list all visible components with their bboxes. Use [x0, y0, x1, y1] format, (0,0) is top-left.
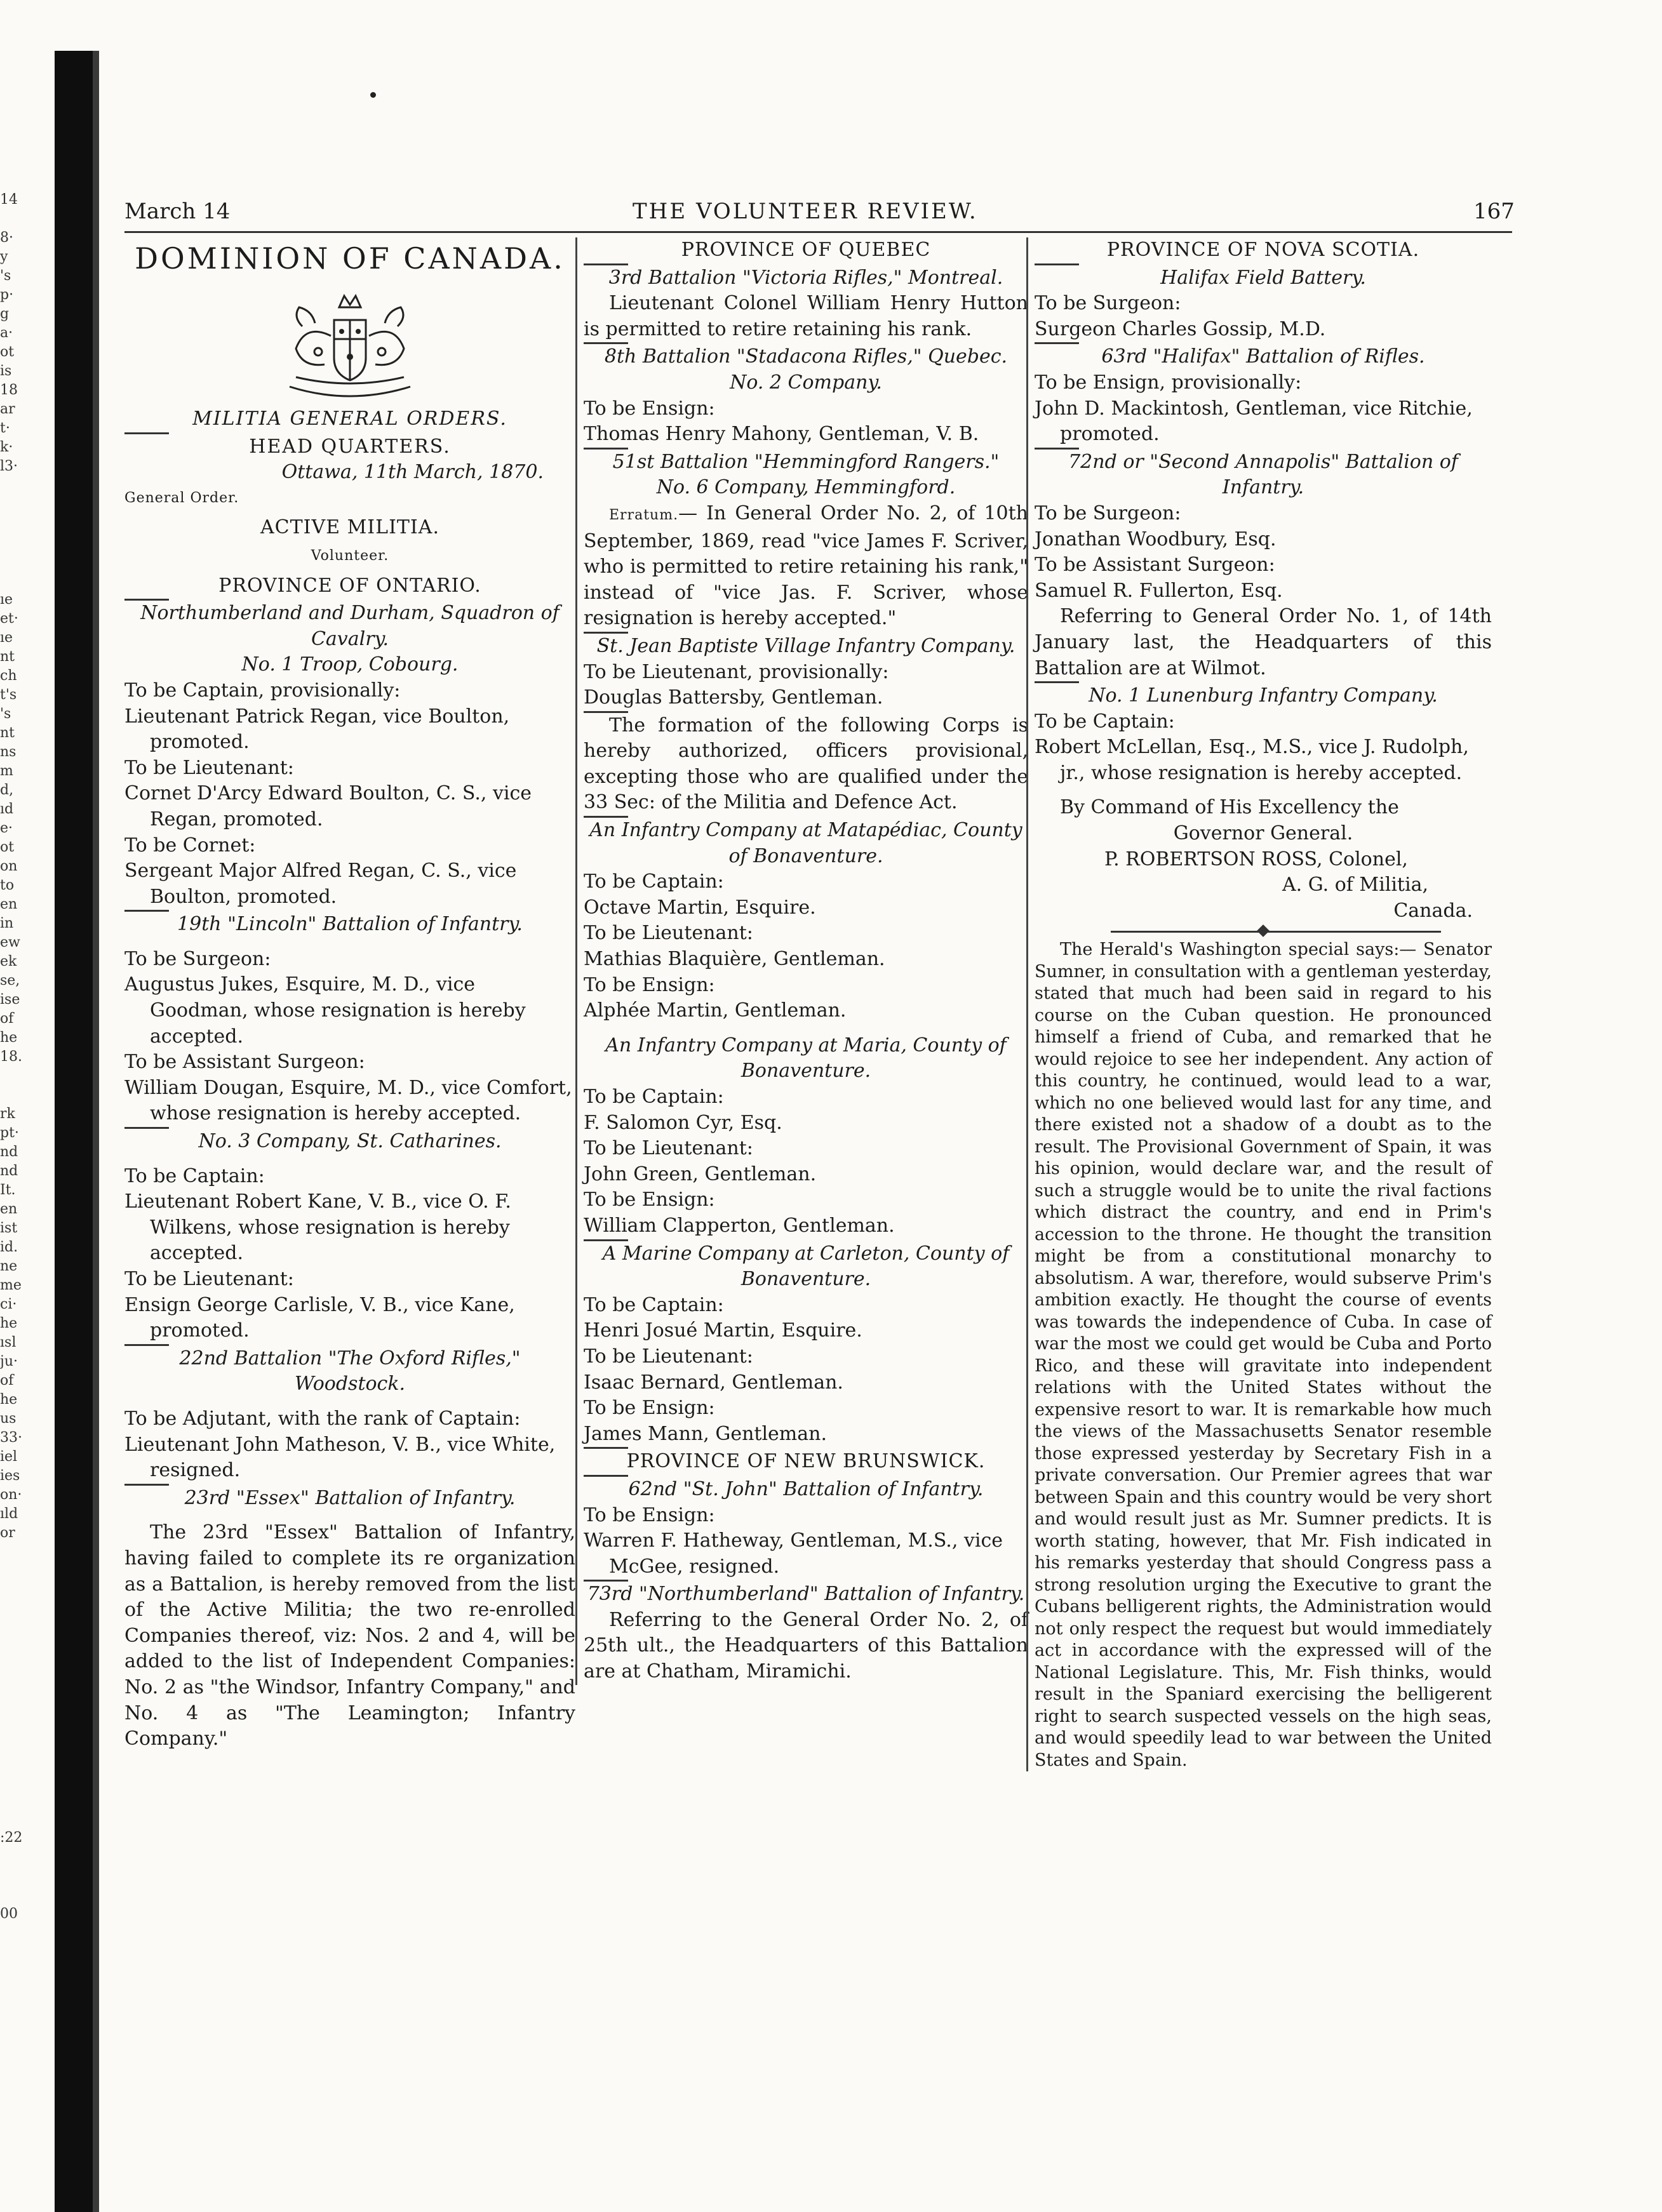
- binding-shadow: [93, 51, 99, 2212]
- order-paragraph: Referring to the General Order No. 2, of 25th ult., the Headquarters of this Battalion are at Chatham, Miramichi.: [584, 1608, 1028, 1683]
- fragment-text: [0, 1809, 51, 1829]
- fragment-text: l3·: [0, 458, 18, 474]
- appointment-label: To be Surgeon:: [1035, 502, 1181, 524]
- fragment-text: ot: [0, 344, 15, 360]
- appointment-label: To be Assistant Surgeon:: [1035, 554, 1275, 576]
- appointment-label: To be Cornet:: [124, 834, 256, 856]
- fragment-text: 's: [0, 706, 11, 722]
- command-line: By Command of His Excellency the: [1060, 796, 1399, 819]
- fragment-text: [0, 1086, 51, 1105]
- appointment-entry: Octave Martin, Esquire.: [584, 896, 816, 919]
- fragment-text: 's: [0, 268, 11, 284]
- signature-country: Canada.: [1393, 899, 1473, 922]
- fragment-text: d,: [0, 782, 14, 798]
- section-title: 51st Battalion "Hemmingford Rangers.": [612, 450, 1000, 473]
- fragment-text: pt·: [0, 1125, 19, 1141]
- fragment-text: e·: [0, 820, 13, 836]
- fragment-text: [0, 1771, 51, 1790]
- appointment-entry: Augustus Jukes, Esquire, M. D., vice Goodman, whose resignation is hereby accepted.: [124, 973, 526, 1048]
- binding-edge: [55, 51, 93, 2212]
- appointment-label: To be Ensign, provisionally:: [1035, 371, 1302, 394]
- appointment-entry: John Green, Gentleman.: [584, 1163, 817, 1185]
- section-title: An Infantry Company at Maria, County of Bonaventure.: [605, 1034, 1007, 1083]
- fragment-text: ist: [0, 1220, 18, 1236]
- section-subtitle: No. 1 Troop, Cobourg.: [241, 653, 459, 676]
- appointment-label: To be Lieutenant:: [584, 1137, 753, 1160]
- fragment-text: k·: [0, 439, 13, 455]
- fragment-text: [0, 552, 51, 571]
- appointment-label: To be Ensign:: [584, 1397, 715, 1420]
- appointment-label: To be Lieutenant:: [584, 922, 753, 945]
- fragment-text: ıd: [0, 801, 14, 817]
- fragment-text: t·: [0, 420, 10, 436]
- appointment-label: To be Ensign:: [584, 397, 715, 420]
- fragment-text: ne: [0, 1258, 18, 1274]
- fragment-text: a·: [0, 325, 13, 341]
- fragment-text: ju·: [0, 1354, 18, 1369]
- fragment-text: of: [0, 1011, 14, 1027]
- fragment-text: ot: [0, 839, 15, 855]
- appointment-label: To be Lieutenant:: [124, 1268, 294, 1290]
- appointment-label: To be Captain, provisionally:: [124, 679, 401, 702]
- general-order-label: General Order.: [124, 490, 239, 506]
- province-heading: PROVINCE OF ONTARIO.: [218, 574, 481, 597]
- headquarters: HEAD QUARTERS.: [249, 435, 451, 458]
- fragment-text: 18.: [0, 1049, 22, 1065]
- fragment-text: It.: [0, 1182, 16, 1198]
- fragment-text: y: [0, 249, 8, 265]
- fragment-text: :22: [0, 1830, 23, 1846]
- fragment-text: [0, 210, 51, 229]
- fragment-text: me: [0, 1277, 22, 1293]
- fragment-text: [0, 1067, 51, 1086]
- section-title: 73rd "Northumberland" Battalion of Infantry.: [587, 1583, 1025, 1606]
- fragment-text: nd: [0, 1163, 18, 1179]
- fragment-text: 8·: [0, 230, 13, 246]
- appointment-label: To be Lieutenant:: [124, 756, 294, 779]
- section-title: No. 3 Company, St. Catharines.: [198, 1130, 502, 1153]
- coat-of-arms-icon: [258, 282, 442, 403]
- fragment-text: 14: [0, 192, 18, 208]
- appointment-label: To be Ensign:: [584, 1503, 715, 1526]
- fragment-text: [0, 1695, 51, 1714]
- dateline: Ottawa, 11th March, 1870.: [281, 461, 544, 484]
- fragment-text: [0, 1714, 51, 1733]
- appointment-entry: Thomas Henry Mahony, Gentleman, V. B.: [584, 423, 979, 446]
- fragment-text: ıe: [0, 592, 13, 608]
- fragment-text: id.: [0, 1239, 18, 1255]
- fragment-text: [0, 533, 51, 552]
- fragment-text: he: [0, 1030, 18, 1046]
- section-subtitle: No. 6 Company, Hemmingford.: [656, 476, 956, 499]
- header-title: THE VOLUNTEER REVIEW.: [633, 199, 978, 224]
- order-paragraph: Referring to General Order No. 1, of 14th January last, the Headquarters of this Battalion are at Wilmot.: [1035, 605, 1492, 679]
- fragment-text: m: [0, 763, 13, 779]
- fragment-text: in: [0, 916, 14, 931]
- section-title: 23rd "Essex" Battalion of Infantry.: [184, 1486, 516, 1509]
- column-2: [575, 237, 1028, 1685]
- appointment-entry: Douglas Battersby, Gentleman.: [584, 686, 883, 709]
- fragment-text: ıld: [0, 1506, 18, 1522]
- fragment-text: 18: [0, 382, 18, 398]
- fragment-text: [0, 476, 51, 495]
- previous-page-fragments: [0, 190, 51, 2190]
- appointment-entry: Cornet D'Arcy Edward Boulton, C. S., vice Regan, promoted.: [124, 782, 532, 830]
- fragment-text: [0, 1638, 51, 1657]
- fragment-text: [0, 1619, 51, 1638]
- appointment-entry: John D. Mackintosh, Gentleman, vice Ritchie, promoted.: [1035, 397, 1473, 446]
- section-title: 72nd or "Second Annapolis" Battalion of Infantry.: [1068, 450, 1458, 499]
- appointment-entry: Alphée Martin, Gentleman.: [584, 999, 847, 1022]
- fragment-text: ısl: [0, 1335, 17, 1350]
- fragment-text: ies: [0, 1468, 20, 1484]
- appointment-label: To be Assistant Surgeon:: [124, 1051, 365, 1074]
- orders-title: MILITIA GENERAL ORDERS.: [192, 408, 507, 430]
- appointment-label: To be Surgeon:: [1035, 292, 1181, 315]
- appointment-label: To be Ensign:: [584, 973, 715, 996]
- fragment-text: [0, 514, 51, 533]
- fragment-text: or: [0, 1525, 15, 1541]
- fragment-text: ise: [0, 992, 20, 1008]
- erratum-label: Erratum.: [609, 507, 679, 523]
- fragment-text: [0, 1562, 51, 1581]
- fragment-text: ew: [0, 935, 20, 950]
- section-title: St. Jean Baptiste Village Infantry Company.: [596, 634, 1015, 657]
- section-title: 8th Battalion "Stadacona Rifles," Quebec.: [604, 345, 1008, 368]
- section-title: Northumberland and Durham, Squadron of Cavalry.: [140, 602, 560, 650]
- signature-title: A. G. of Militia,: [1282, 874, 1428, 896]
- fragment-text: ıe: [0, 630, 13, 646]
- order-paragraph: Lieutenant Colonel William Henry Hutton is permitted to retire retaining his rank.: [584, 292, 1028, 340]
- fragment-text: [0, 1676, 51, 1695]
- fragment-text: t's: [0, 687, 17, 703]
- appointment-label: To be Lieutenant:: [584, 1345, 753, 1368]
- section-title: 22nd Battalion "The Oxford Rifles," Woodstock.: [179, 1347, 521, 1396]
- fragment-text: [0, 1600, 51, 1619]
- header-date: March 14: [124, 199, 231, 224]
- appointment-entry: Samuel R. Fullerton, Esq.: [1035, 579, 1283, 602]
- section-title: 63rd "Halifax" Battalion of Rifles.: [1101, 345, 1425, 368]
- fragment-text: se,: [0, 973, 20, 989]
- page-number: 167: [1473, 199, 1515, 224]
- fragment-text: he: [0, 1392, 18, 1408]
- section-title: No. 1 Lunenburg Infantry Company.: [1089, 684, 1438, 707]
- appointment-label: To be Adjutant, with the rank of Captain:: [124, 1407, 521, 1430]
- fragment-text: [0, 495, 51, 514]
- appointment-entry: Jonathan Woodbury, Esq.: [1035, 528, 1277, 550]
- fragment-text: et·: [0, 611, 18, 627]
- appointment-label: To be Lieutenant, provisionally:: [584, 660, 889, 683]
- fragment-text: [0, 1848, 51, 1867]
- province-heading: PROVINCE OF QUEBEC: [681, 239, 931, 261]
- fragment-text: [0, 1886, 51, 1905]
- fragment-text: ns: [0, 744, 17, 760]
- fragment-text: ar: [0, 401, 15, 417]
- appointment-label: To be Ensign:: [584, 1189, 715, 1211]
- appointment-label: To be Captain:: [124, 1164, 265, 1187]
- fragment-text: [0, 571, 51, 590]
- fragment-text: nt: [0, 725, 15, 741]
- fragment-text: [0, 1657, 51, 1676]
- news-paragraph: The Herald's Washington special says:— Senator Sumner, in consultation with a gentleman yesterday, stated that much had been said in regard to his course on the Cuban question. He pronounced himself a friend of Cuba, and remarked that he would rejoice to see her independent. Any action of this country, he continued, would lead to a war, which no one believed would last for any time, and there existed not a shadow of a doubt as to the result. The Provisional Government of Spain, it was his opinion, would declare war, and the result of such a struggle would be to unite the rival factions which distract the country, and end in Prim's accession to the throne. He thought the transition might be from a constitutional monarchy to absolutism. A war, therefore, would subserve Prim's ambition exactly. He thought the course of events was towards the independence of Cuba. In case of war the most we could get would be Cuba and Porto Rico, and these will gravitate into independent relations with the United States without the expensive resort to war. It is remarkable how much the views of the Massachusetts Senator resemble those expressed yesterday by Secretary Fish in a private conversation. Our Premier agrees that war between Spain and this country would be very short and would result just as Mr. Sumner predicts. It is worth stating, however, that Mr. Fish indicated in his remarks yesterday that should Congress pass a strong resolution urging the Executive to grant the Cubans belligerent rights, the Administration would not only respect the request but would immediately act in accordance with the expressed will of the National Legislature. This, Mr. Fish thinks, would result in the Spaniard exercising the belligerent right to search suspected vessels on the high seas, and would speedily lead to war between the United States and Spain.: [1035, 940, 1492, 1770]
- order-paragraph: The formation of the following Corps is hereby authorized, officers provisional, excepting those who are qualified under the 33 Sec: of the Militia and Defence Act.: [584, 714, 1028, 814]
- province-heading: PROVINCE OF NOVA SCOTIA.: [1106, 239, 1420, 261]
- section-subtitle: No. 2 Company.: [730, 371, 882, 394]
- section-title: A Marine Company at Carleton, County of Bonaventure.: [602, 1242, 1010, 1291]
- fragment-text: he: [0, 1316, 18, 1331]
- appointment-entry: Lieutenant John Matheson, V. B., vice White, resigned.: [124, 1433, 556, 1482]
- appointment-entry: James Mann, Gentleman.: [584, 1422, 827, 1445]
- fragment-text: iel: [0, 1449, 18, 1465]
- fragment-text: [0, 1581, 51, 1600]
- fragment-text: [0, 1867, 51, 1886]
- fragment-text: nt: [0, 649, 15, 665]
- appointment-entry: Warren F. Hatheway, Gentleman, M.S., vice McGee, resigned.: [584, 1529, 1003, 1578]
- ink-speck: [370, 92, 376, 98]
- appointment-entry: Lieutenant Robert Kane, V. B., vice O. F. Wilkens, whose resignation is hereby accepted.: [124, 1190, 511, 1265]
- column-3: [1026, 237, 1492, 1771]
- section-title: 19th "Lincoln" Battalion of Infantry.: [177, 913, 523, 936]
- section-title: Halifax Field Battery.: [1160, 266, 1366, 289]
- erratum-paragraph: [584, 501, 1028, 632]
- section-title: An Infantry Company at Matapédiac, County of Bonaventure.: [589, 819, 1022, 867]
- fragment-text: [0, 1543, 51, 1562]
- fragment-text: ch: [0, 668, 17, 684]
- fragment-text: of: [0, 1373, 14, 1389]
- appointment-entry: F. Salomon Cyr, Esq.: [584, 1111, 782, 1134]
- fragment-text: en: [0, 896, 18, 912]
- appointment-entry: Henri Josué Martin, Esquire.: [584, 1319, 862, 1342]
- appointment-entry: Ensign George Carlisle, V. B., vice Kane, promoted.: [124, 1293, 515, 1342]
- section-title: 62nd "St. John" Battalion of Infantry.: [628, 1477, 984, 1500]
- appointment-entry: Lieutenant Patrick Regan, vice Boulton, promoted.: [124, 705, 510, 754]
- fragment-text: en: [0, 1201, 18, 1217]
- appointment-entry: Isaac Bernard, Gentleman.: [584, 1371, 843, 1394]
- appointment-label: To be Captain:: [1035, 710, 1175, 733]
- fragment-text: rk: [0, 1106, 15, 1122]
- signature: P. ROBERTSON ROSS, Colonel,: [1104, 848, 1408, 870]
- column-1: [124, 237, 575, 1752]
- appointment-entry: Mathias Blaquière, Gentleman.: [584, 948, 885, 971]
- appointment-label: To be Captain:: [584, 1086, 724, 1108]
- appointment-label: To be Surgeon:: [124, 947, 271, 970]
- volunteer-heading: Volunteer.: [311, 547, 389, 564]
- appointment-entry: Sergeant Major Alfred Regan, C. S., vice Boulton, promoted.: [124, 860, 517, 908]
- fragment-text: [0, 1733, 51, 1752]
- fragment-text: 33·: [0, 1430, 22, 1446]
- fragment-text: 00: [0, 1906, 18, 1922]
- appointment-entry: Surgeon Charles Gossip, M.D.: [1035, 317, 1326, 340]
- fragment-text: [0, 1790, 51, 1809]
- header-rule: [124, 231, 1512, 233]
- masthead-title: DOMINION OF CANADA.: [135, 241, 565, 276]
- appointment-label: To be Captain:: [584, 870, 724, 893]
- fragment-text: [0, 1752, 51, 1771]
- erratum-text: — In General Order No. 2, of 10th September, 1869, read "vice James F. Scriver, who is permitted to retire retaining his rank," instead of "vice Jas. F. Scriver, whose resignation is hereby accepted.": [584, 502, 1028, 630]
- ornamental-rule: [1035, 924, 1492, 939]
- fragment-text: p·: [0, 287, 14, 303]
- appointment-entry: William Dougan, Esquire, M. D., vice Comfort, whose resignation is hereby accepted.: [124, 1076, 572, 1125]
- fragment-text: is: [0, 363, 12, 379]
- fragment-text: us: [0, 1411, 17, 1427]
- province-heading: PROVINCE OF NEW BRUNSWICK.: [626, 1450, 986, 1473]
- active-militia-heading: ACTIVE MILITIA.: [260, 516, 439, 539]
- order-paragraph: The 23rd "Essex" Battalion of Infantry, having failed to complete its re organization as a Battalion, is hereby removed from the list of the Active Militia; the two re-enrolled Companies thereof, viz: Nos. 2 and 4, will be added to the list of Independent Companies: No. 2 as "the Windsor, Infantry Company," and No. 4 as "The Leamington; Infantry Company.": [124, 1521, 575, 1750]
- fragment-text: ek: [0, 954, 17, 969]
- fragment-text: nd: [0, 1144, 18, 1160]
- appointment-entry: Robert McLellan, Esq., M.S., vice J. Rudolph, jr., whose resignation is hereby accepted.: [1035, 736, 1469, 784]
- appointment-label: To be Captain:: [584, 1293, 724, 1316]
- fragment-text: to: [0, 877, 15, 893]
- fragment-text: g: [0, 306, 10, 322]
- appointment-entry: William Clapperton, Gentleman.: [584, 1214, 895, 1237]
- command-line: Governor General.: [1173, 822, 1353, 845]
- fragment-text: on·: [0, 1487, 22, 1503]
- fragment-text: on: [0, 858, 18, 874]
- section-title: 3rd Battalion "Victoria Rifles," Montreal.: [608, 266, 1003, 289]
- fragment-text: ci·: [0, 1296, 17, 1312]
